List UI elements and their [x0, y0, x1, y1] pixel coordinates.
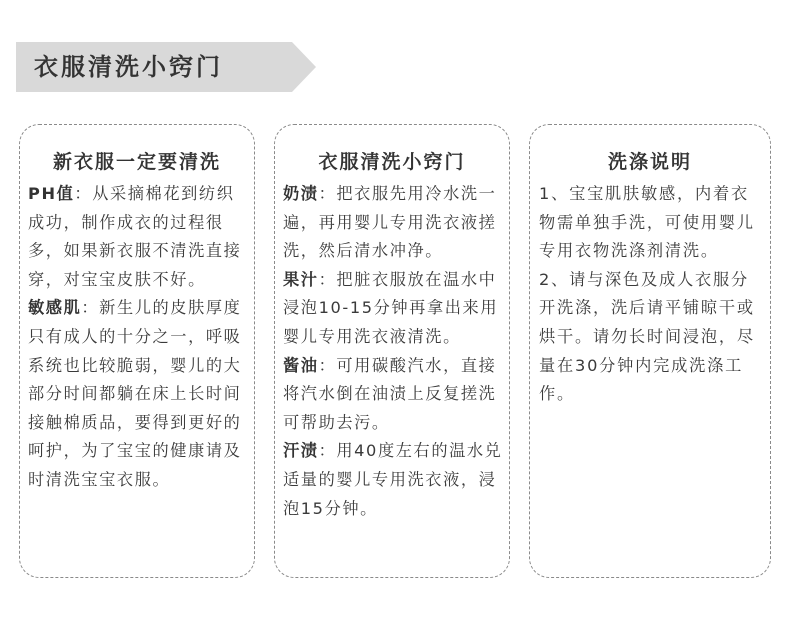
- card-title: 洗涤说明: [607, 151, 692, 173]
- paragraph-soy-sauce-stain: [283, 352, 505, 438]
- paragraph-sweat-stain: [283, 437, 505, 523]
- card-washing-instructions: [529, 124, 771, 578]
- card-body: [28, 180, 250, 495]
- paragraph-text: ：新生儿的皮肤厚度只有成人的十分之一，呼吸系统也比较脆弱，婴儿的大部分时间都躺在床上长时间接触棉质品，要得到更好的呵护，为了宝宝的健康请及时清洗宝宝衣服。: [28, 298, 242, 489]
- paragraph-juice-stain: [283, 266, 505, 352]
- paragraph-text: 1、宝宝肌肤敏感，内着衣物需单独手洗，可使用婴儿专用衣物洗涤剂清洗。: [539, 184, 755, 261]
- term-label: 果汁: [283, 269, 319, 289]
- card-cleaning-tips: [274, 124, 510, 578]
- paragraph-text: ：用40度左右的温水兑适量的婴儿专用洗衣液，浸泡15分钟。: [283, 441, 503, 518]
- instruction-item-2: [539, 266, 766, 409]
- paragraph-text: ：从采摘棉花到纺织成功，制作成衣的过程很多，如果新衣服不清洗直接穿，对宝宝皮肤不好。: [28, 184, 242, 289]
- paragraph-text: ：可用碳酸汽水，直接将汽水倒在油渍上反复搓洗可帮助去污。: [283, 355, 497, 432]
- paragraph-text: ：把衣服先用冷水洗一遍，再用婴儿专用洗衣液搓洗，然后清水冲净。: [283, 184, 497, 261]
- instruction-item-1: [539, 180, 766, 266]
- card-body: [283, 180, 505, 523]
- page-title: 衣服清洗小窍门: [34, 53, 223, 81]
- term-label: PH值: [28, 184, 75, 203]
- card-body: [539, 180, 766, 409]
- card-title: 衣服清洗小窍门: [318, 151, 466, 173]
- term-label: 酱油: [283, 355, 319, 375]
- paragraph-ph: [28, 180, 250, 294]
- paragraph-text: 2、请与深色及成人衣服分开洗涤，洗后请平铺晾干或烘干。请勿长时间浸泡，尽量在30分钟内完成洗涤工作。: [539, 269, 755, 404]
- paragraph-sensitive-skin: [28, 294, 250, 494]
- card-new-clothes: [19, 124, 255, 578]
- term-label: 敏感肌: [28, 298, 82, 318]
- term-label: 汗渍: [283, 441, 319, 461]
- paragraph-text: ：把脏衣服放在温水中浸泡10-15分钟再拿出来用婴儿专用洗衣液清洗。: [283, 269, 499, 346]
- paragraph-milk-stain: [283, 180, 505, 266]
- card-title: 新衣服一定要清洗: [52, 151, 221, 173]
- term-label: 奶渍: [283, 184, 319, 203]
